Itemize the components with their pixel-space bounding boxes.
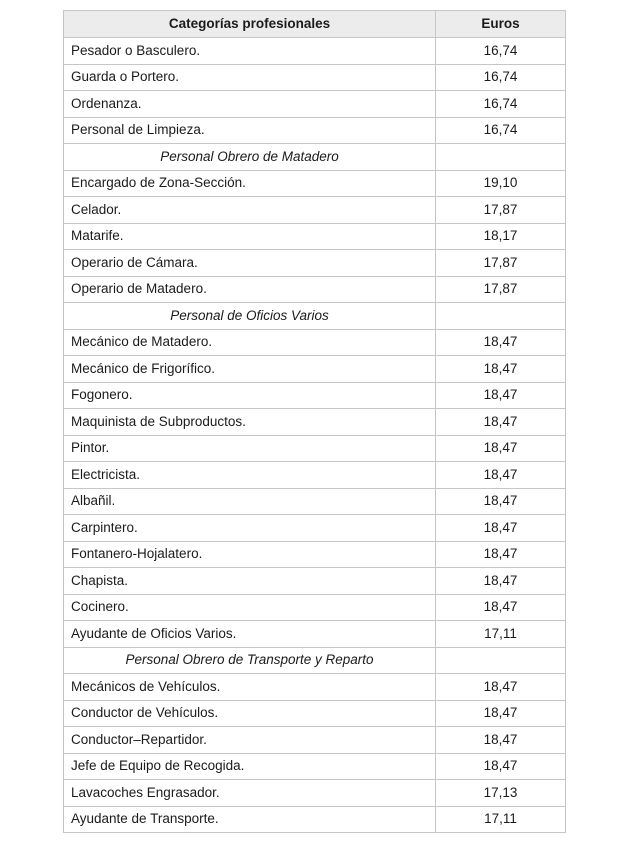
section-row <box>64 647 566 674</box>
euros-cell: 18,47 <box>436 488 566 515</box>
euros-cell: 16,74 <box>436 117 566 144</box>
category-cell: Guarda o Portero. <box>64 64 436 91</box>
table-row <box>64 64 566 91</box>
euros-cell: 19,10 <box>436 170 566 197</box>
category-cell: Cocinero. <box>64 594 436 621</box>
euros-cell: 18,47 <box>436 382 566 409</box>
section-row <box>64 303 566 330</box>
category-cell: Operario de Cámara. <box>64 250 436 277</box>
euros-cell: 17,87 <box>436 276 566 303</box>
category-cell: Fontanero-Hojalatero. <box>64 541 436 568</box>
table-row <box>64 753 566 780</box>
table-row <box>64 727 566 754</box>
euros-cell: 17,87 <box>436 250 566 277</box>
wage-table <box>63 10 566 833</box>
header-row <box>64 11 566 38</box>
category-cell: Electricista. <box>64 462 436 489</box>
table-row <box>64 806 566 833</box>
table-row <box>64 568 566 595</box>
category-cell: Ordenanza. <box>64 91 436 118</box>
euros-cell: 18,47 <box>436 700 566 727</box>
euros-cell: 18,47 <box>436 541 566 568</box>
category-cell: Jefe de Equipo de Recogida. <box>64 753 436 780</box>
category-cell: Pesador o Basculero. <box>64 38 436 65</box>
euros-cell: 18,47 <box>436 594 566 621</box>
category-cell: Conductor de Vehículos. <box>64 700 436 727</box>
category-cell: Personal de Limpieza. <box>64 117 436 144</box>
category-cell: Pintor. <box>64 435 436 462</box>
table-row <box>64 594 566 621</box>
table-row <box>64 409 566 436</box>
category-cell: Maquinista de Subproductos. <box>64 409 436 436</box>
table-row <box>64 700 566 727</box>
table-row <box>64 170 566 197</box>
category-cell: Operario de Matadero. <box>64 276 436 303</box>
euros-cell: 18,47 <box>436 356 566 383</box>
category-cell: Mecánico de Matadero. <box>64 329 436 356</box>
euros-cell: 18,47 <box>436 568 566 595</box>
euros-cell: 18,47 <box>436 435 566 462</box>
table-row <box>64 435 566 462</box>
table-row <box>64 462 566 489</box>
euros-cell: 18,47 <box>436 674 566 701</box>
euros-cell: 17,87 <box>436 197 566 224</box>
category-cell: Albañil. <box>64 488 436 515</box>
category-cell: Conductor–Repartidor. <box>64 727 436 754</box>
euros-cell: 18,47 <box>436 462 566 489</box>
table-row <box>64 223 566 250</box>
category-cell: Fogonero. <box>64 382 436 409</box>
table-row <box>64 250 566 277</box>
table-row <box>64 117 566 144</box>
section-title-cell: Personal de Oficios Varios <box>64 303 436 330</box>
category-cell: Matarife. <box>64 223 436 250</box>
euros-cell: 18,47 <box>436 409 566 436</box>
table-row <box>64 674 566 701</box>
category-cell: Encargado de Zona-Sección. <box>64 170 436 197</box>
euros-cell: 18,47 <box>436 515 566 542</box>
category-cell: Celador. <box>64 197 436 224</box>
table-row <box>64 488 566 515</box>
section-title-cell: Personal Obrero de Transporte y Reparto <box>64 647 436 674</box>
euros-cell: 17,11 <box>436 806 566 833</box>
table-row <box>64 356 566 383</box>
table-row <box>64 38 566 65</box>
section-row <box>64 144 566 171</box>
table-row <box>64 515 566 542</box>
category-cell: Lavacoches Engrasador. <box>64 780 436 807</box>
category-column-header: Categorías profesionales <box>64 11 436 38</box>
category-cell: Carpintero. <box>64 515 436 542</box>
category-cell: Ayudante de Transporte. <box>64 806 436 833</box>
table-row <box>64 541 566 568</box>
euros-cell: 18,47 <box>436 727 566 754</box>
euros-cell: 17,11 <box>436 621 566 648</box>
euros-cell: 18,17 <box>436 223 566 250</box>
table-row <box>64 276 566 303</box>
category-cell: Ayudante de Oficios Varios. <box>64 621 436 648</box>
euros-cell: 16,74 <box>436 91 566 118</box>
euros-column-header: Euros <box>436 11 566 38</box>
category-cell: Mecánico de Frigorífico. <box>64 356 436 383</box>
section-title-cell: Personal Obrero de Matadero <box>64 144 436 171</box>
table-row <box>64 91 566 118</box>
category-cell: Chapista. <box>64 568 436 595</box>
table-row <box>64 621 566 648</box>
euros-cell: 16,74 <box>436 64 566 91</box>
table-row <box>64 197 566 224</box>
euros-cell: 18,47 <box>436 329 566 356</box>
euros-cell <box>436 303 566 330</box>
euros-cell <box>436 144 566 171</box>
euros-cell: 18,47 <box>436 753 566 780</box>
euros-cell <box>436 647 566 674</box>
euros-cell: 17,13 <box>436 780 566 807</box>
category-cell: Mecánicos de Vehículos. <box>64 674 436 701</box>
table-row <box>64 329 566 356</box>
table-row <box>64 780 566 807</box>
table-row <box>64 382 566 409</box>
euros-cell: 16,74 <box>436 38 566 65</box>
table-body <box>64 38 566 833</box>
